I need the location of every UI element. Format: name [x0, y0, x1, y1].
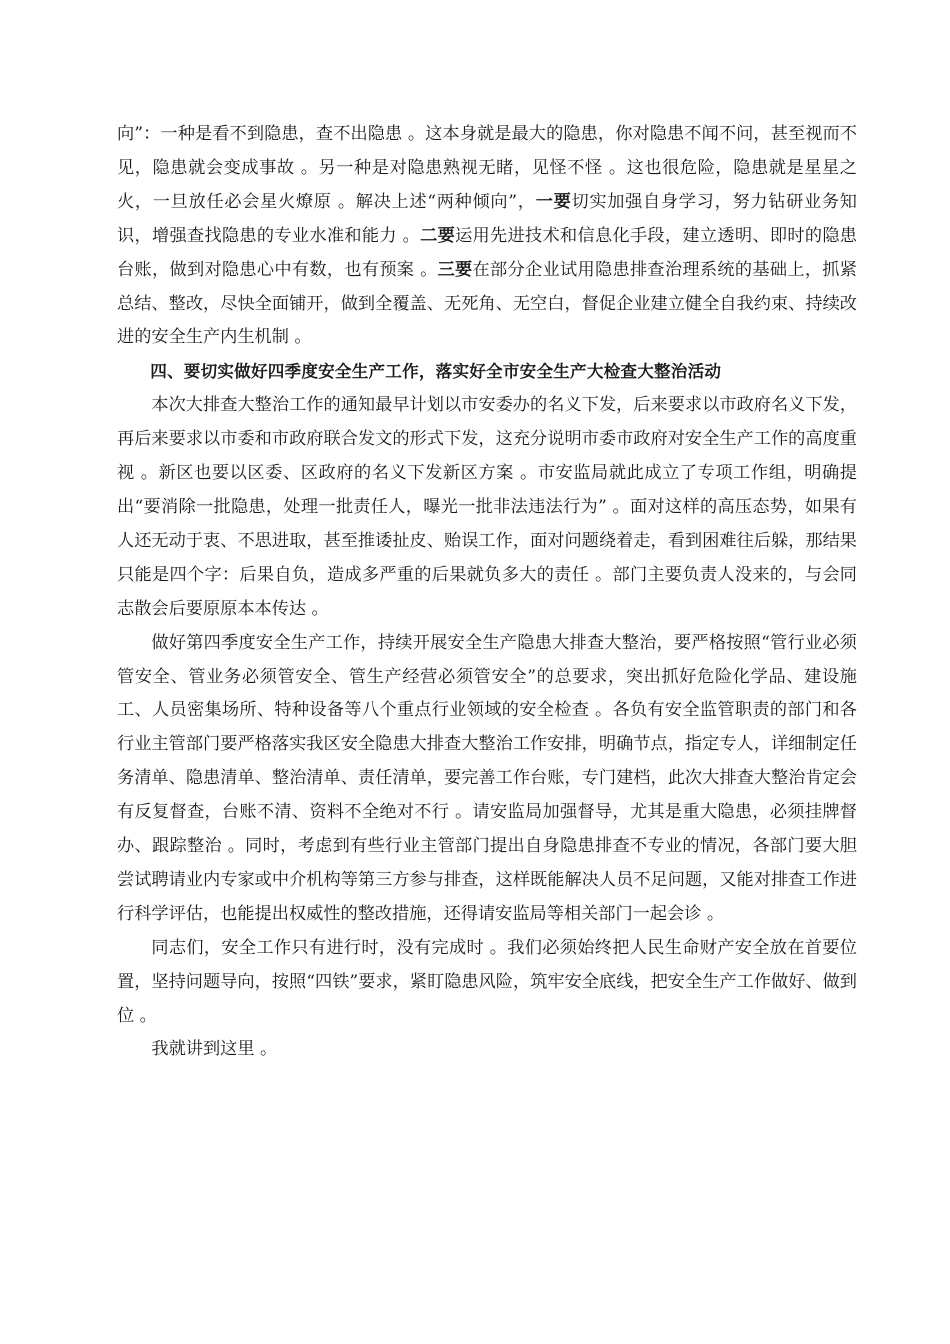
section-heading — [117, 355, 857, 389]
emphasis-second-requirement: 二要 — [420, 225, 456, 246]
text-run: 向”：一种是看不到隐患，查不出隐患 。这本身就是最大的隐患，你对隐患不闻不问，甚至视而不见，隐患就会变成事故 。另一种是对隐患熟视无睹，见怪不怪 。这也很危险，隐患就是星星之火，一旦放任必会星火燎原 。解决上述“两种倾向”， — [117, 124, 857, 212]
emphasis-first-requirement: 一要 — [535, 191, 572, 212]
paragraph-body — [117, 389, 857, 626]
paragraph-continuation — [117, 118, 857, 355]
text-run: 切实加强自身学习，努力钻研业务知识，增强查找隐患的专业水准和能力 。 — [117, 191, 857, 246]
document-body — [117, 118, 857, 1067]
text-run: 运用先进技术和信息化手段，建立透明、即时的隐患台账，做到对隐患心中有数，也有预案 。 — [117, 225, 857, 280]
text-run: 同志们，安全工作只有进行时，没有完成时 。我们必须始终把人民生命财产安全放在首要位置，坚持问题导向，按照“四铁”要求，紧盯隐患风险，筑牢安全底线，把安全生产工作做好、做到位 。 — [117, 937, 857, 1026]
text-run: 本次大排查大整治工作的通知最早计划以市安委办的名义下发，后来要求以市政府名义下发，再后来要求以市委和市政府联合发文的形式下发，这充分说明市委市政府对安全生产工作的高度重视 。新区也要以区委、区政府的名义下发新区方案 。市安监局就此成立了专项工作组，明确提出“要消除一批隐患，处理一批责任人，曝光一批非法违法行为” 。面对这样的高压态势，如果有人还无动于衷、不思进取，甚至推诿扯皮、贻误工作，面对问题绕着走，看到困难往后躲，那结果只能是四个字：后果自负，造成多严重的后果就负多大的责任 。部门主要负责人没来的，与会同志散会后要原原本本传达 。 — [117, 395, 857, 619]
text-run: 我就讲到这里 。 — [151, 1039, 278, 1060]
paragraph-body — [117, 627, 857, 932]
text-run: 做好第四季度安全生产工作，持续开展安全生产隐患大排查大整治，要严格按照“管行业必须管安全、管业务必须管安全、管生产经营必须管安全”的总要求，突出抓好危险化学品、建设施工、人员密集场所、特种设备等八个重点行业领域的安全检查 。各负有安全监管职责的部门和各行业主管部门要严格落实我区安全隐患大排查大整治工作安排，明确节点，指定专人，详细制定任务清单、隐患清单、整治清单、责任清单，要完善工作台账，专门建档，此次大排查大整治肯定会有反复督查，台账不清、资料不全绝对不行 。请安监局加强督导，尤其是重大隐患，必须挂牌督办、跟踪整治 。同时，考虑到有些行业主管部门提出自身隐患排查不专业的情况，各部门要大胆尝试聘请业内专家或中介机构等第三方参与排查，这样既能解决人员不足问题，又能对排查工作进行科学评估，也能提出权威性的整改措施，还得请安监局等相关部门一起会诊 。 — [117, 632, 857, 924]
section-heading-text: 四、要切实做好四季度安全生产工作，落实好全市安全生产大检查大整治活动 — [150, 362, 722, 382]
paragraph-closing — [117, 1033, 857, 1067]
text-run: 在部分企业试用隐患排查治理系统的基础上，抓紧总结、整改，尽快全面铺开，做到全覆盖、无死角、无空白，督促企业建立健全自我约束、持续改进的安全生产内生机制 。 — [117, 259, 857, 348]
paragraph-body — [117, 932, 857, 1034]
emphasis-third-requirement: 三要 — [437, 259, 473, 280]
